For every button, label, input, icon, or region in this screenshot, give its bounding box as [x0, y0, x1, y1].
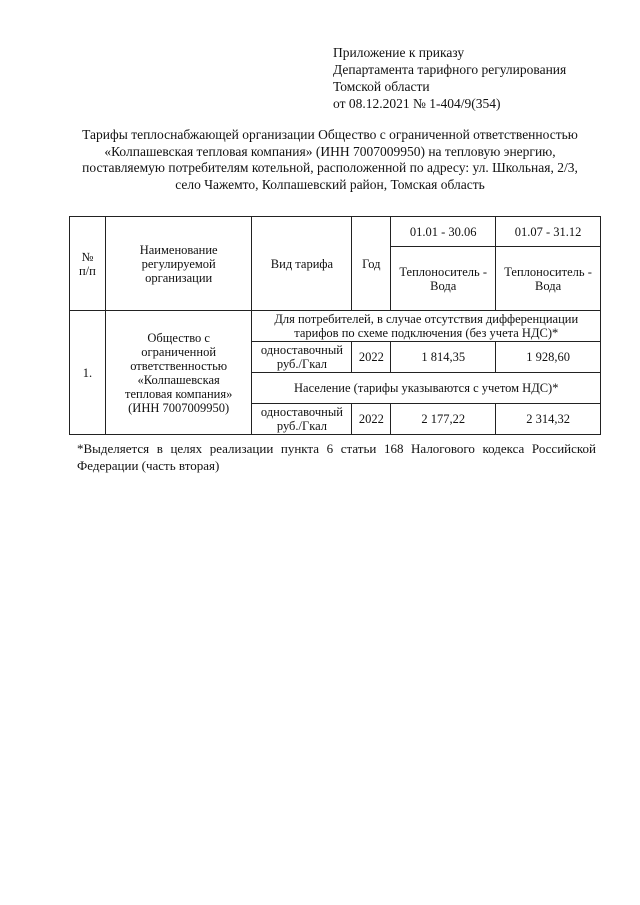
header-carrier-1: Теплоноситель - Вода [391, 247, 496, 311]
tariff-table [69, 216, 601, 435]
year-cell: 2022 [352, 342, 391, 373]
row-org: Общество с ограниченной ответственностью «Колпашевская тепловая компания» (ИНН 7007009950) [105, 311, 252, 435]
header-tariff-type: Вид тарифа [252, 217, 352, 311]
title-line: Тарифы теплоснабжающей организации Общество с ограниченной ответственностью [82, 127, 578, 142]
row-num: 1. [70, 311, 106, 435]
value-cell: 1 814,35 [391, 342, 496, 373]
table-row [70, 311, 601, 342]
table-header-row [70, 217, 601, 247]
header-period-2: 01.07 - 31.12 [496, 217, 601, 247]
title-line: поставляемую потребителям котельной, расположенной по адресу: ул. Школьная, 2/3, [82, 160, 578, 175]
tariff-type-cell: одноставочный руб./Гкал [252, 342, 352, 373]
value-cell: 2 314,32 [496, 404, 601, 435]
header-year: Год [352, 217, 391, 311]
title-line: село Чажемто, Колпашевский район, Томская область [175, 176, 485, 192]
approval-line: Департамента тарифного регулирования [333, 62, 567, 77]
approval-line: Приложение к приказу [333, 45, 465, 60]
approval-block [333, 44, 566, 112]
header-period-1: 01.01 - 30.06 [391, 217, 496, 247]
group-caption: Население (тарифы указываются с учетом НДС)* [252, 373, 601, 404]
value-cell: 1 928,60 [496, 342, 601, 373]
year-cell: 2022 [352, 404, 391, 435]
group-caption: Для потребителей, в случае отсутствия дифференциации тарифов по схеме подключения (без учета НДС)* [252, 311, 601, 342]
title-line: «Колпашевская тепловая компания» (ИНН 7007009950) на тепловую энергию, [104, 143, 556, 159]
approval-line: от 08.12.2021 № 1-404/9(354) [333, 96, 501, 111]
header-carrier-2: Теплоноситель - Вода [496, 247, 601, 311]
header-num: № п/п [70, 217, 106, 311]
footnote: *Выделяется в целях реализации пункта 6 статьи 168 Налогового кодекса Российской Федерации (часть вторая) [77, 441, 596, 473]
approval-line: Томской области [333, 79, 430, 94]
tariff-type-cell: одноставочный руб./Гкал [252, 404, 352, 435]
header-org: Наименование регулируемой организации [105, 217, 252, 311]
document-title [62, 127, 598, 193]
value-cell: 2 177,22 [391, 404, 496, 435]
